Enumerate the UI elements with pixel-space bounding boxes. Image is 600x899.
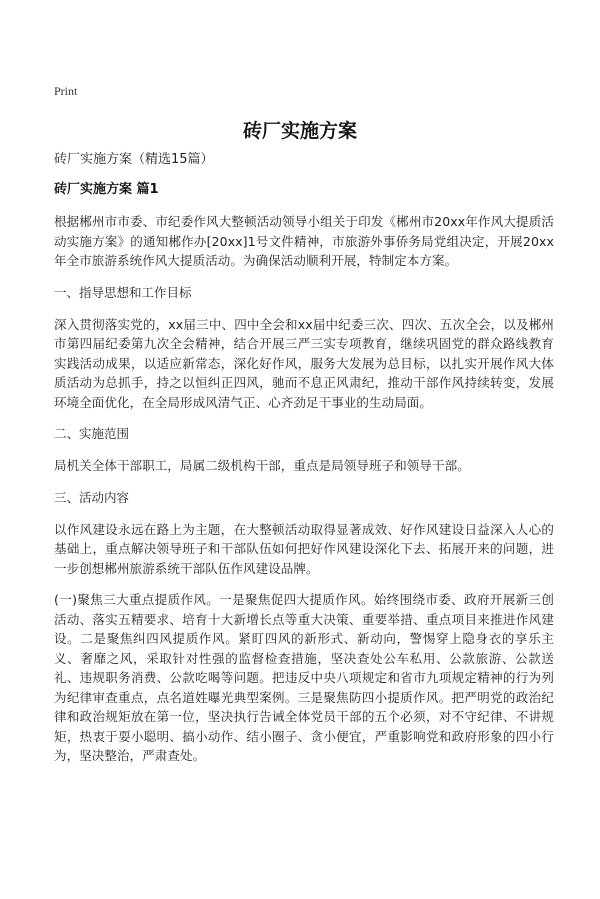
heading-guiding-ideology: 一、指导思想和工作目标 xyxy=(54,284,192,300)
print-label[interactable]: Print xyxy=(54,84,78,98)
paragraph-guiding-ideology: 深入贯彻落实党的，xx届三中、四中全会和xx届中纪委三次、四次、五次全会，以及郴州市第四届纪委第九次全会精神，结合开展三严三实专项教育，继续巩固党的群众路线教育实践活动成果，以适应新常态，深化好作风，服务大发展为总目标，以扎实开展作风大体质活动为总抓手，持之以恒纠正四风，驰而不息正风肃纪，推动干部作风持续转变，发展环境全面优化，在全局形成风清气正、心齐劲足干事业的生动局面。 xyxy=(54,316,554,410)
document-body xyxy=(54,150,554,778)
paragraph-scope: 局机关全体干部职工，局属二级机构干部，重点是局领导班子和领导干部。 xyxy=(54,458,470,473)
paragraph-activity-theme: 以作风建设永远在路上为主题，在大整顿活动取得显著成效、好作风建设日益深入人心的基础上，重点解决领导班子和干部队伍如何把好作风建设深化下去、拓展开来的问题，进一步创想郴州旅游系统干部队伍作风建设品牌。 xyxy=(54,521,554,576)
heading-scope: 二、实施范围 xyxy=(54,426,130,441)
document-title: 砖厂实施方案 xyxy=(242,120,357,142)
document-subtitle: 砖厂实施方案（精选15篇） xyxy=(54,152,214,167)
paragraph-three-focus: (一)聚焦三大重点提质作风。一是聚焦促四大提质作风。始终围绕市委、政府开展新三创活动、落实五精要求、培育十大新增长点等重大决策、重要举措、重点项目来推进作风建设。二是聚焦纠四风提质作风。紧盯四风的新形式、新动向，警惕穿上隐身衣的享乐主义、奢靡之风，采取针对性强的监督检查措施，坚决查处公车私用、公款旅游、公款送礼、违规职务消费、公款吃喝等问题。把违反中央八项规定和省市九项规定精神的行为列为纪律审查重点，点名道姓曝光典型案例。三是聚焦防四小提质作风。把严明党的政治纪律和政治规矩放在第一位，坚决执行告诫全体党员干部的五个必须，对不守纪律、不讲规矩，热衷于耍小聪明、搞小动作、结小圈子、贪小便宜，严重影响党和政府形象的四小行为，坚决整治，严肃查处。 xyxy=(54,592,554,763)
paragraph-intro: 根据郴州市市委、市纪委作风大整顿活动领导小组关于印发《郴州市20xx年作风大提质活动实施方案》的通知郴作办[20xx]1号文件精神，市旅游外事侨务局党组决定，开展20xx年全市旅游系统作风大提质活动。为确保活动顺利开展，特制定本方案。 xyxy=(54,214,554,268)
heading-activity-content: 三、活动内容 xyxy=(54,489,130,505)
section-title: 砖厂实施方案 篇1 xyxy=(54,182,159,197)
